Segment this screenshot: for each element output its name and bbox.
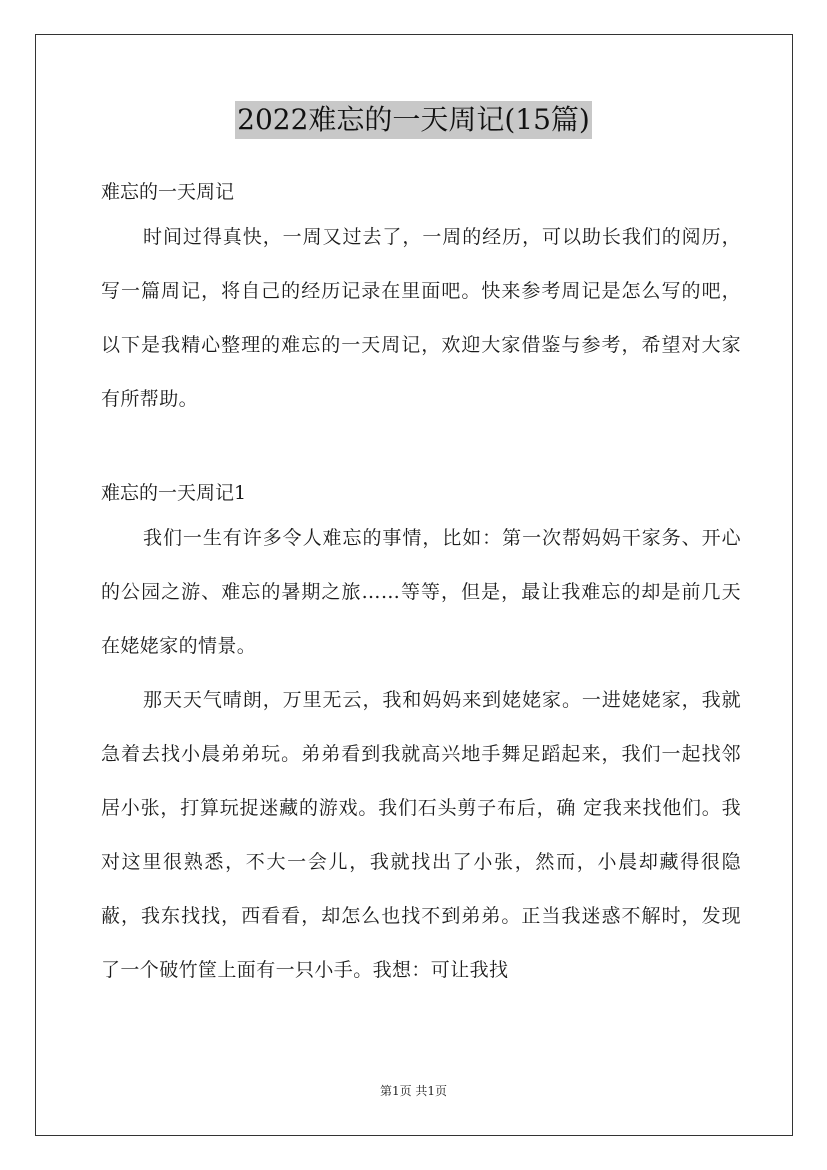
intro-paragraph: 时间过得真快，一周又过去了，一周的经历，可以助长我们的阅历，写一篇周记，将自己的经历记录在里面吧。快来参考周记是怎么写的吧，以下是我精心整理的难忘的一天周记，欢迎大家借鉴与参考，希望对大家有所帮助。 xyxy=(101,226,741,410)
section-paragraph-1: 我们一生有许多令人难忘的事情，比如：第一次帮妈妈干家务、开心的公园之游、难忘的暑期之旅……等等，但是，最让我难忘的却是前几天在姥姥家的情景。 xyxy=(101,527,741,657)
section-paragraph-2: 那天天气晴朗，万里无云，我和妈妈来到姥姥家。一进姥姥家，我就急着去找小晨弟弟玩。弟弟看到我就高兴地手舞足蹈起来，我们一起找邻居小张，打算玩捉迷藏的游戏。我们石头剪子布后，确 定我来找他们。我对这里很熟悉，不大一会儿，我就找出了小张，然而，小晨却藏得很隐蔽，我东找找，西看看，却怎么也找不到弟弟。正当我迷惑不解时，发现了一个破竹筐上面有一只小手。我想：可让我找 xyxy=(101,689,741,981)
document-body xyxy=(101,175,741,997)
section-heading: 难忘的一天周记1 xyxy=(101,482,247,504)
page-number: 第1页 共1页 xyxy=(379,1084,448,1098)
intro-heading: 难忘的一天周记 xyxy=(101,181,235,203)
page-footer xyxy=(0,1082,827,1099)
document-title: 2022难忘的一天周记(15篇) xyxy=(235,101,592,139)
section-spacer xyxy=(101,426,741,476)
title-wrapper xyxy=(0,101,827,139)
